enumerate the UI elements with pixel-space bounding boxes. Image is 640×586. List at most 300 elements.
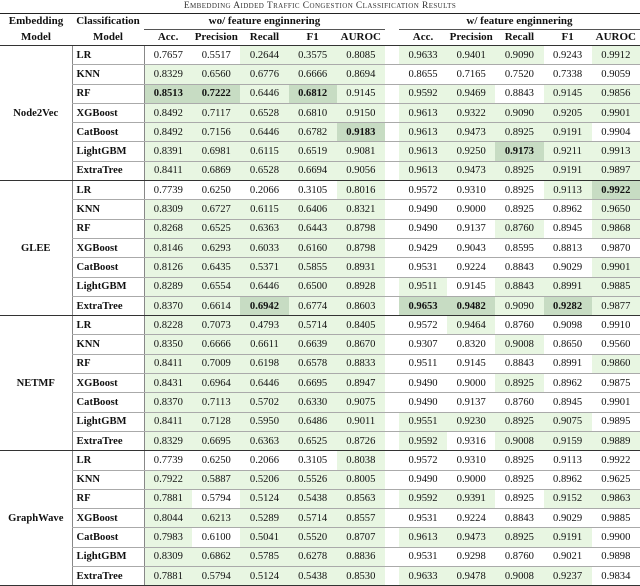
metric-cell-wo: 0.8038 — [337, 451, 385, 470]
metric-cell-w: 0.9137 — [447, 393, 495, 412]
metric-cell-wo: 0.8309 — [144, 547, 192, 566]
classifier-cell: KNN — [72, 200, 144, 219]
metric-cell-wo: 0.8928 — [337, 277, 385, 296]
metric-cell-wo: 0.2066 — [240, 451, 288, 470]
table-row — [0, 412, 640, 431]
metric-cell-w: 0.9860 — [592, 354, 640, 373]
table-row — [0, 374, 640, 393]
metric-cell-w: 0.9043 — [447, 238, 495, 257]
classifier-cell: XGBoost — [72, 374, 144, 393]
metric-cell-w: 0.8945 — [544, 393, 592, 412]
metric-cell-wo: 0.2644 — [240, 46, 288, 65]
classifier-cell: LightGBM — [72, 142, 144, 161]
metric-cell-wo: 0.9075 — [337, 393, 385, 412]
metric-cell-wo: 0.8411 — [144, 412, 192, 431]
metric-cell-w: 0.9145 — [447, 277, 495, 296]
metric-cell-wo: 0.8798 — [337, 238, 385, 257]
metric-cell-wo: 0.6528 — [240, 103, 288, 122]
metric-cell-w: 0.9490 — [399, 393, 447, 412]
spacer-cell — [385, 200, 399, 219]
metric-cell-wo: 0.6694 — [289, 161, 337, 180]
metric-cell-wo: 0.5702 — [240, 393, 288, 412]
metric-cell-w: 0.9834 — [592, 567, 640, 586]
metric-cell-w: 0.9401 — [447, 46, 495, 65]
metric-cell-w: 0.9059 — [592, 65, 640, 84]
metric-cell-w: 0.9008 — [495, 567, 543, 586]
spacer-cell — [385, 393, 399, 412]
metric-cell-wo: 0.6942 — [240, 296, 288, 315]
metric-cell-w: 0.9898 — [592, 547, 640, 566]
metric-cell-w: 0.8655 — [399, 65, 447, 84]
metric-cell-w: 0.9613 — [399, 123, 447, 142]
embedding-model-cell: NETMF — [0, 316, 72, 451]
table-row — [0, 509, 640, 528]
metric-cell-w: 0.9572 — [399, 316, 447, 335]
metric-cell-w: 0.9922 — [592, 451, 640, 470]
metric-cell-w: 0.9211 — [544, 142, 592, 161]
table-row — [0, 123, 640, 142]
metric-cell-w: 0.9490 — [399, 374, 447, 393]
metric-cell-wo: 0.6776 — [240, 65, 288, 84]
metric-cell-w: 0.9021 — [544, 547, 592, 566]
metric-cell-w: 0.9572 — [399, 451, 447, 470]
metric-cell-w: 0.9224 — [447, 258, 495, 277]
metric-cell-wo: 0.6486 — [289, 412, 337, 431]
metric-cell-wo: 0.6278 — [289, 547, 337, 566]
header-w-precision: Precision — [447, 30, 495, 46]
header-wo-recall: Recall — [240, 30, 288, 46]
metric-cell-w: 0.9551 — [399, 412, 447, 431]
spacer-cell — [385, 296, 399, 315]
metric-cell-wo: 0.8726 — [337, 431, 385, 450]
metric-cell-w: 0.8320 — [447, 335, 495, 354]
metric-cell-w: 0.9910 — [592, 316, 640, 335]
spacer-cell — [385, 431, 399, 450]
spacer-cell — [385, 181, 399, 200]
metric-cell-wo: 0.5794 — [192, 489, 240, 508]
metric-cell-wo: 0.8836 — [337, 547, 385, 566]
metric-cell-w: 0.9613 — [399, 528, 447, 547]
metric-cell-w: 0.9000 — [447, 374, 495, 393]
metric-cell-w: 0.8925 — [495, 451, 543, 470]
embedding-model-cell: GraphWave — [0, 451, 72, 586]
metric-cell-w: 0.8760 — [495, 393, 543, 412]
metric-cell-w: 0.9429 — [399, 238, 447, 257]
metric-cell-wo: 0.8833 — [337, 354, 385, 373]
header-wo-precision: Precision — [192, 30, 240, 46]
metric-cell-wo: 0.6519 — [289, 142, 337, 161]
metric-cell-wo: 0.8670 — [337, 335, 385, 354]
metric-cell-wo: 0.8329 — [144, 65, 192, 84]
metric-cell-wo: 0.5438 — [289, 567, 337, 586]
metric-cell-wo: 0.8798 — [337, 219, 385, 238]
classifier-cell: LR — [72, 46, 144, 65]
table-row — [0, 547, 640, 566]
metric-cell-wo: 0.6363 — [240, 219, 288, 238]
metric-cell-w: 0.9307 — [399, 335, 447, 354]
metric-cell-wo: 0.6115 — [240, 142, 288, 161]
embedding-model-cell: Node2Vec — [0, 46, 72, 181]
header-group-wo: wo/ feature enginnering — [144, 14, 385, 30]
metric-cell-w: 0.9856 — [592, 84, 640, 103]
metric-cell-wo: 0.8005 — [337, 470, 385, 489]
classifier-cell: ExtraTree — [72, 161, 144, 180]
metric-cell-w: 0.9901 — [592, 103, 640, 122]
metric-cell-w: 0.9008 — [495, 335, 543, 354]
metric-cell-wo: 0.3575 — [289, 46, 337, 65]
metric-cell-wo: 0.6446 — [240, 84, 288, 103]
metric-cell-wo: 0.8557 — [337, 509, 385, 528]
metric-cell-wo: 0.6578 — [289, 354, 337, 373]
spacer-cell — [385, 354, 399, 373]
metric-cell-w: 0.8760 — [495, 316, 543, 335]
metric-cell-wo: 0.6560 — [192, 65, 240, 84]
metric-cell-wo: 0.7117 — [192, 103, 240, 122]
metric-cell-w: 0.9592 — [399, 489, 447, 508]
metric-cell-wo: 0.8707 — [337, 528, 385, 547]
header-w-f1: F1 — [544, 30, 592, 46]
metric-cell-wo: 0.7073 — [192, 316, 240, 335]
spacer-cell — [385, 451, 399, 470]
classifier-cell: RF — [72, 219, 144, 238]
metric-cell-w: 0.9531 — [399, 547, 447, 566]
header-embedding-model: Model — [0, 30, 72, 46]
metric-cell-w: 0.9008 — [495, 431, 543, 450]
metric-cell-w: 0.9191 — [544, 161, 592, 180]
table-row — [0, 200, 640, 219]
metric-cell-w: 0.9875 — [592, 374, 640, 393]
metric-cell-wo: 0.8044 — [144, 509, 192, 528]
classifier-cell: LightGBM — [72, 277, 144, 296]
metric-cell-w: 0.9298 — [447, 547, 495, 566]
metric-cell-wo: 0.8411 — [144, 161, 192, 180]
metric-cell-w: 0.9090 — [495, 46, 543, 65]
metric-cell-w: 0.9090 — [495, 103, 543, 122]
metric-cell-w: 0.9900 — [592, 528, 640, 547]
metric-cell-w: 0.9490 — [399, 470, 447, 489]
metric-cell-w: 0.8925 — [495, 470, 543, 489]
header-wo-acc: Acc. — [144, 30, 192, 46]
metric-cell-w: 0.9592 — [399, 431, 447, 450]
metric-cell-wo: 0.8268 — [144, 219, 192, 238]
metric-cell-wo: 0.6330 — [289, 393, 337, 412]
metric-cell-wo: 0.6363 — [240, 431, 288, 450]
spacer-cell — [385, 470, 399, 489]
metric-cell-w: 0.9191 — [544, 528, 592, 547]
metric-cell-wo: 0.6446 — [240, 374, 288, 393]
metric-cell-w: 0.8843 — [495, 277, 543, 296]
metric-cell-wo: 0.8085 — [337, 46, 385, 65]
metric-cell-wo: 0.6774 — [289, 296, 337, 315]
table-row — [0, 84, 640, 103]
metric-cell-wo: 0.5855 — [289, 258, 337, 277]
metric-cell-w: 0.9000 — [447, 470, 495, 489]
header-wo-auroc: AUROC — [337, 30, 385, 46]
metric-cell-wo: 0.6862 — [192, 547, 240, 566]
metric-cell-w: 0.8962 — [544, 470, 592, 489]
metric-cell-wo: 0.7739 — [144, 451, 192, 470]
classifier-cell: RF — [72, 354, 144, 373]
metric-cell-wo: 0.8563 — [337, 489, 385, 508]
metric-cell-wo: 0.5794 — [192, 567, 240, 586]
metric-cell-wo: 0.8405 — [337, 316, 385, 335]
metric-cell-wo: 0.6727 — [192, 200, 240, 219]
classifier-cell: KNN — [72, 65, 144, 84]
metric-cell-wo: 0.6528 — [240, 161, 288, 180]
metric-cell-wo: 0.6250 — [192, 181, 240, 200]
spacer-cell — [385, 84, 399, 103]
metric-cell-wo: 0.6964 — [192, 374, 240, 393]
metric-cell-w: 0.9572 — [399, 181, 447, 200]
classifier-cell: CatBoost — [72, 393, 144, 412]
metric-cell-wo: 0.5124 — [240, 489, 288, 508]
metric-cell-w: 0.8843 — [495, 354, 543, 373]
spacer-cell — [385, 103, 399, 122]
spacer-cell — [385, 509, 399, 528]
metric-cell-wo: 0.5714 — [289, 316, 337, 335]
metric-cell-w: 0.9391 — [447, 489, 495, 508]
metric-cell-w: 0.8595 — [495, 238, 543, 257]
metric-cell-wo: 0.7657 — [144, 46, 192, 65]
metric-cell-wo: 0.6100 — [192, 528, 240, 547]
table-row — [0, 103, 640, 122]
spacer-cell — [385, 238, 399, 257]
classifier-cell: ExtraTree — [72, 567, 144, 586]
spacer-cell — [385, 567, 399, 586]
metric-cell-wo: 0.6639 — [289, 335, 337, 354]
metric-cell-wo: 0.6250 — [192, 451, 240, 470]
metric-cell-wo: 0.8370 — [144, 393, 192, 412]
metric-cell-w: 0.8925 — [495, 489, 543, 508]
metric-cell-w: 0.9889 — [592, 431, 640, 450]
spacer-cell — [385, 46, 399, 65]
metric-cell-w: 0.9625 — [592, 470, 640, 489]
metric-cell-wo: 0.6666 — [192, 335, 240, 354]
metric-cell-wo: 0.8289 — [144, 277, 192, 296]
metric-cell-wo: 0.8126 — [144, 258, 192, 277]
metric-cell-w: 0.9473 — [447, 123, 495, 142]
metric-cell-wo: 0.4793 — [240, 316, 288, 335]
metric-cell-wo: 0.5785 — [240, 547, 288, 566]
classifier-cell: RF — [72, 84, 144, 103]
metric-cell-wo: 0.6695 — [289, 374, 337, 393]
spacer-cell — [385, 489, 399, 508]
classifier-cell: LR — [72, 181, 144, 200]
metric-cell-w: 0.9230 — [447, 412, 495, 431]
metric-cell-wo: 0.8694 — [337, 65, 385, 84]
metric-cell-w: 0.9316 — [447, 431, 495, 450]
classifier-cell: KNN — [72, 335, 144, 354]
metric-cell-w: 0.9159 — [544, 431, 592, 450]
metric-cell-wo: 0.8228 — [144, 316, 192, 335]
table-row — [0, 161, 640, 180]
metric-cell-w: 0.9113 — [544, 451, 592, 470]
metric-cell-wo: 0.6525 — [192, 219, 240, 238]
metric-cell-wo: 0.5714 — [289, 509, 337, 528]
metric-cell-wo: 0.6812 — [289, 84, 337, 103]
metric-cell-w: 0.8925 — [495, 123, 543, 142]
metric-cell-wo: 0.5206 — [240, 470, 288, 489]
spacer-cell — [385, 277, 399, 296]
metric-cell-w: 0.8925 — [495, 161, 543, 180]
metric-cell-wo: 0.8146 — [144, 238, 192, 257]
metric-cell-wo: 0.8391 — [144, 142, 192, 161]
metric-cell-w: 0.9191 — [544, 123, 592, 142]
metric-cell-wo: 0.7128 — [192, 412, 240, 431]
metric-cell-w: 0.9145 — [544, 84, 592, 103]
metric-cell-wo: 0.8370 — [144, 296, 192, 315]
header-group-w: w/ feature enginnering — [399, 14, 640, 30]
metric-cell-wo: 0.9145 — [337, 84, 385, 103]
metric-cell-wo: 0.6293 — [192, 238, 240, 257]
metric-cell-wo: 0.6446 — [240, 277, 288, 296]
metric-cell-wo: 0.6446 — [240, 123, 288, 142]
metric-cell-wo: 0.3105 — [289, 451, 337, 470]
classifier-cell: CatBoost — [72, 258, 144, 277]
metric-cell-wo: 0.3105 — [289, 181, 337, 200]
metric-cell-wo: 0.2066 — [240, 181, 288, 200]
spacer-cell — [385, 374, 399, 393]
metric-cell-wo: 0.5950 — [240, 412, 288, 431]
metric-cell-wo: 0.5520 — [289, 528, 337, 547]
metric-cell-w: 0.8925 — [495, 181, 543, 200]
table-row — [0, 567, 640, 586]
table-row — [0, 489, 640, 508]
metric-cell-wo: 0.6525 — [289, 431, 337, 450]
metric-cell-w: 0.8991 — [544, 277, 592, 296]
metric-cell-wo: 0.7983 — [144, 528, 192, 547]
metric-cell-wo: 0.6810 — [289, 103, 337, 122]
metric-cell-w: 0.9464 — [447, 316, 495, 335]
spacer-cell — [385, 316, 399, 335]
metric-cell-wo: 0.8947 — [337, 374, 385, 393]
metric-cell-w: 0.9482 — [447, 296, 495, 315]
metric-cell-w: 0.9113 — [544, 181, 592, 200]
metric-cell-wo: 0.7113 — [192, 393, 240, 412]
metric-cell-w: 0.9870 — [592, 238, 640, 257]
metric-cell-wo: 0.9183 — [337, 123, 385, 142]
metric-cell-w: 0.8925 — [495, 412, 543, 431]
metric-cell-w: 0.8843 — [495, 258, 543, 277]
spacer-cell — [385, 412, 399, 431]
table-row — [0, 65, 640, 84]
metric-cell-w: 0.9224 — [447, 509, 495, 528]
header-w-acc: Acc. — [399, 30, 447, 46]
metric-cell-w: 0.9531 — [399, 258, 447, 277]
metric-cell-wo: 0.5041 — [240, 528, 288, 547]
metric-cell-wo: 0.6198 — [240, 354, 288, 373]
metric-cell-wo: 0.6160 — [289, 238, 337, 257]
metric-cell-w: 0.8925 — [495, 200, 543, 219]
metric-cell-w: 0.9322 — [447, 103, 495, 122]
metric-cell-w: 0.8962 — [544, 374, 592, 393]
spacer-cell — [385, 219, 399, 238]
metric-cell-w: 0.9473 — [447, 528, 495, 547]
spacer-cell — [385, 123, 399, 142]
table-row — [0, 46, 640, 65]
metric-cell-w: 0.9310 — [447, 181, 495, 200]
metric-cell-w: 0.9511 — [399, 277, 447, 296]
metric-cell-wo: 0.8492 — [144, 103, 192, 122]
classifier-cell: KNN — [72, 470, 144, 489]
metric-cell-wo: 0.6500 — [289, 277, 337, 296]
metric-cell-w: 0.9904 — [592, 123, 640, 142]
metric-cell-w: 0.9029 — [544, 509, 592, 528]
metric-cell-w: 0.9901 — [592, 393, 640, 412]
metric-cell-w: 0.8925 — [495, 528, 543, 547]
metric-cell-wo: 0.7156 — [192, 123, 240, 142]
metric-cell-w: 0.8991 — [544, 354, 592, 373]
spacer-cell — [385, 335, 399, 354]
metric-cell-wo: 0.9011 — [337, 412, 385, 431]
metric-cell-w: 0.9922 — [592, 181, 640, 200]
metric-cell-w: 0.9090 — [495, 296, 543, 315]
metric-cell-wo: 0.6443 — [289, 219, 337, 238]
classifier-cell: ExtraTree — [72, 431, 144, 450]
metric-cell-wo: 0.7881 — [144, 489, 192, 508]
header-w-auroc: AUROC — [592, 30, 640, 46]
classifier-cell: XGBoost — [72, 103, 144, 122]
table-row — [0, 354, 640, 373]
table-row — [0, 431, 640, 450]
metric-cell-wo: 0.8321 — [337, 200, 385, 219]
metric-cell-wo: 0.7922 — [144, 470, 192, 489]
metric-cell-w: 0.9250 — [447, 142, 495, 161]
metric-cell-wo: 0.9056 — [337, 161, 385, 180]
metric-cell-w: 0.9490 — [399, 200, 447, 219]
metric-cell-w: 0.9173 — [495, 142, 543, 161]
metric-cell-wo: 0.5371 — [240, 258, 288, 277]
metric-cell-wo: 0.7739 — [144, 181, 192, 200]
metric-cell-w: 0.9152 — [544, 489, 592, 508]
metric-cell-wo: 0.8329 — [144, 431, 192, 450]
metric-cell-wo: 0.6115 — [240, 200, 288, 219]
metric-cell-wo: 0.6611 — [240, 335, 288, 354]
table-row — [0, 296, 640, 315]
metric-cell-wo: 0.8431 — [144, 374, 192, 393]
header-classification-model: Model — [72, 30, 144, 46]
metric-cell-w: 0.9145 — [447, 354, 495, 373]
table-row — [0, 258, 640, 277]
metric-cell-wo: 0.6782 — [289, 123, 337, 142]
table-row — [0, 335, 640, 354]
header-classification: Classification — [72, 14, 144, 30]
metric-cell-wo: 0.9081 — [337, 142, 385, 161]
metric-cell-wo: 0.6869 — [192, 161, 240, 180]
metric-cell-wo: 0.8492 — [144, 123, 192, 142]
metric-cell-wo: 0.6695 — [192, 431, 240, 450]
metric-cell-w: 0.8843 — [495, 84, 543, 103]
table-row — [0, 277, 640, 296]
metric-cell-wo: 0.7881 — [144, 567, 192, 586]
spacer-cell — [385, 142, 399, 161]
metric-cell-wo: 0.8931 — [337, 258, 385, 277]
metric-cell-w: 0.9137 — [447, 219, 495, 238]
classifier-cell: XGBoost — [72, 238, 144, 257]
metric-cell-w: 0.9282 — [544, 296, 592, 315]
classifier-cell: XGBoost — [72, 509, 144, 528]
metric-cell-wo: 0.9150 — [337, 103, 385, 122]
metric-cell-wo: 0.6033 — [240, 238, 288, 257]
metric-cell-w: 0.8925 — [495, 374, 543, 393]
metric-cell-w: 0.9243 — [544, 46, 592, 65]
metric-cell-wo: 0.5438 — [289, 489, 337, 508]
metric-cell-wo: 0.6666 — [289, 65, 337, 84]
metric-cell-wo: 0.5526 — [289, 470, 337, 489]
metric-cell-w: 0.9868 — [592, 219, 640, 238]
metric-cell-w: 0.9490 — [399, 219, 447, 238]
metric-cell-w: 0.9592 — [399, 84, 447, 103]
